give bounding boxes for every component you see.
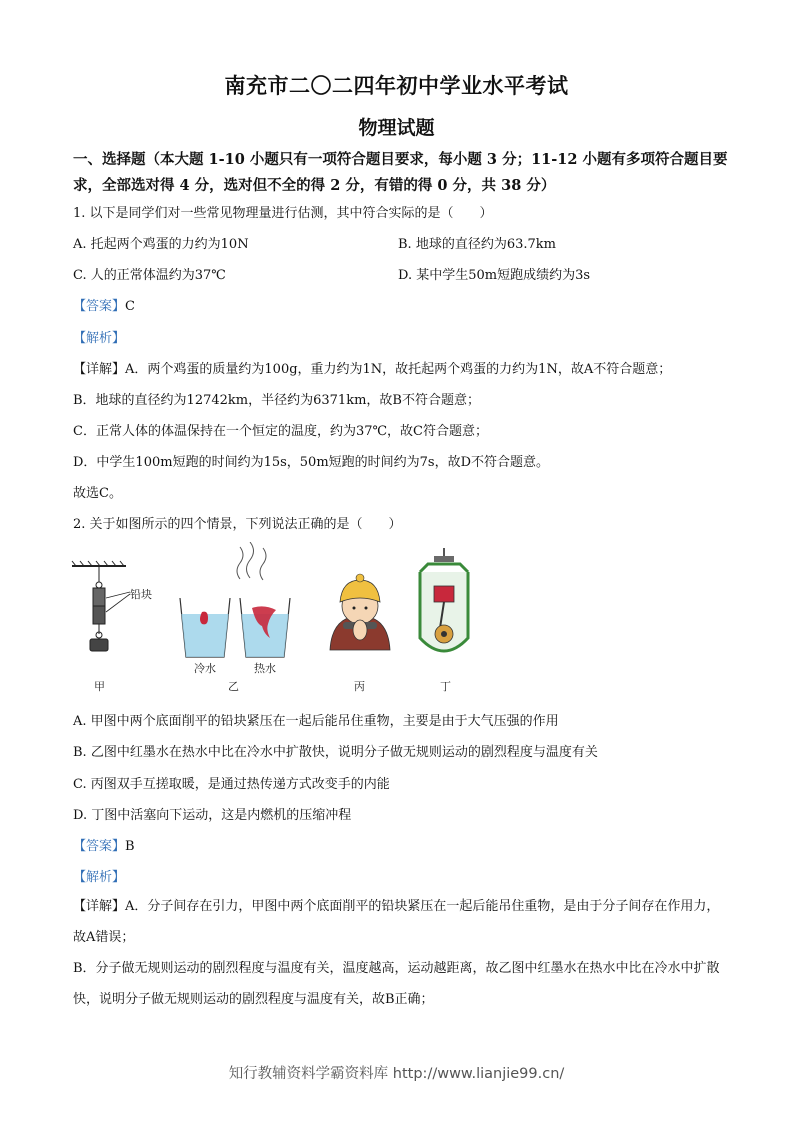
q2-stem: 2. 关于如图所示的四个情景，下列说法正确的是（ ） <box>73 517 402 532</box>
q1-stem: 1. 以下是同学们对一些常见物理量进行估测，其中符合实际的是（ ） <box>73 206 493 221</box>
detail-tag: 【详解】 <box>73 899 126 914</box>
figure-bing-child <box>330 574 390 692</box>
figure-block-label: 铅块 <box>130 588 152 601</box>
exam-title: 南充市二〇二四年初中学业水平考试 <box>224 73 569 98</box>
q1-option-a: A. 托起两个鸡蛋的力约为10N <box>73 237 249 252</box>
q1-detail-a: A．两个鸡蛋的质量约为100g，重力约为1N，故托起两个鸡蛋的力约为1N，故A不符合题意； <box>125 362 672 377</box>
figure-ding-engine <box>420 548 468 692</box>
q1-detail-d: D．中学生100m短跑的时间约为15s，50m短跑的时间约为7s，故D不符合题意。 <box>73 455 550 470</box>
figure-label-ding: 丁 <box>440 680 451 692</box>
figure-cold-label: 冷水 <box>194 662 216 675</box>
q1-option-c: C. 人的正常体温约为37℃ <box>73 268 226 283</box>
q2-figure <box>68 542 488 692</box>
q1-detail-a-line <box>73 358 671 377</box>
q1-conclusion: 故选C。 <box>73 486 122 501</box>
answer-tag: 【答案】 <box>73 299 126 314</box>
q2-answer: B <box>125 839 135 854</box>
q2-option-d: D. 丁图中活塞向下运动，这是内燃机的压缩冲程 <box>73 808 352 823</box>
q2-detail-a: A．分子间存在引力，甲图中两个底面削平的铅块紧压在一起后能吊住重物，是由于分子间存在作用力，故A错误； <box>73 899 720 945</box>
q1-answer: C <box>125 299 135 314</box>
exam-subtitle: 物理试题 <box>358 117 435 139</box>
footer-watermark: 知行教辅资料学霸资料库 http://www.lianjie99.cn/ <box>228 1066 565 1082</box>
answer-tag: 【答案】 <box>73 839 126 854</box>
q1-answer-line <box>73 295 135 314</box>
q2-option-a: A. 甲图中两个底面削平的铅块紧压在一起后能吊住重物，主要是由于大气压强的作用 <box>73 714 559 729</box>
figure-label-bing: 丙 <box>354 680 365 692</box>
q2-option-c: C. 丙图双手互搓取暖，是通过热传递方式改变手的内能 <box>73 777 390 792</box>
q2-option-b: B. 乙图中红墨水在热水中比在冷水中扩散快，说明分子做无规则运动的剧烈程度与温度有关 <box>73 745 598 760</box>
figure-label-yi: 乙 <box>228 680 239 692</box>
q1-analysis-tag: 【解析】 <box>73 331 126 346</box>
figure-label-jia: 甲 <box>94 680 105 692</box>
q1-detail-c: C．正常人体的体温保持在一个恒定的温度，约为37℃，故C符合题意； <box>73 424 488 439</box>
q2-detail-b: B．分子做无规则运动的剧烈程度与温度有关，温度越高，运动越距离，故乙图中红墨水在热水中比在冷水中扩散快，说明分子做无规则运动的剧烈程度与温度有关，故B正确； <box>73 961 720 1007</box>
q1-detail-b: B．地球的直径约为12742km，半径约为6371km，故B不符合题意； <box>73 393 480 408</box>
section-heading: 一、选择题（本大题 1-10 小题只有一项符合题目要求，每小题 3 分；11-12 小题有多项符合题目要求，全部选对得 4 分，选对但不全的得 2 分，有错的得 0 分，共 38 分） <box>73 151 728 194</box>
q1-option-d: D. 某中学生50m短跑成绩约为3s <box>398 268 591 283</box>
figure-hot-label: 热水 <box>254 662 276 675</box>
q2-answer-line <box>73 835 135 854</box>
figure-yi-beakers <box>180 542 290 692</box>
q2-detail-a-block <box>73 891 723 953</box>
figure-jia-lead-blocks <box>72 561 152 692</box>
q1-option-b: B. 地球的直径约为63.7km <box>398 237 556 252</box>
detail-tag: 【详解】 <box>73 362 126 377</box>
q2-analysis-tag: 【解析】 <box>73 870 126 885</box>
